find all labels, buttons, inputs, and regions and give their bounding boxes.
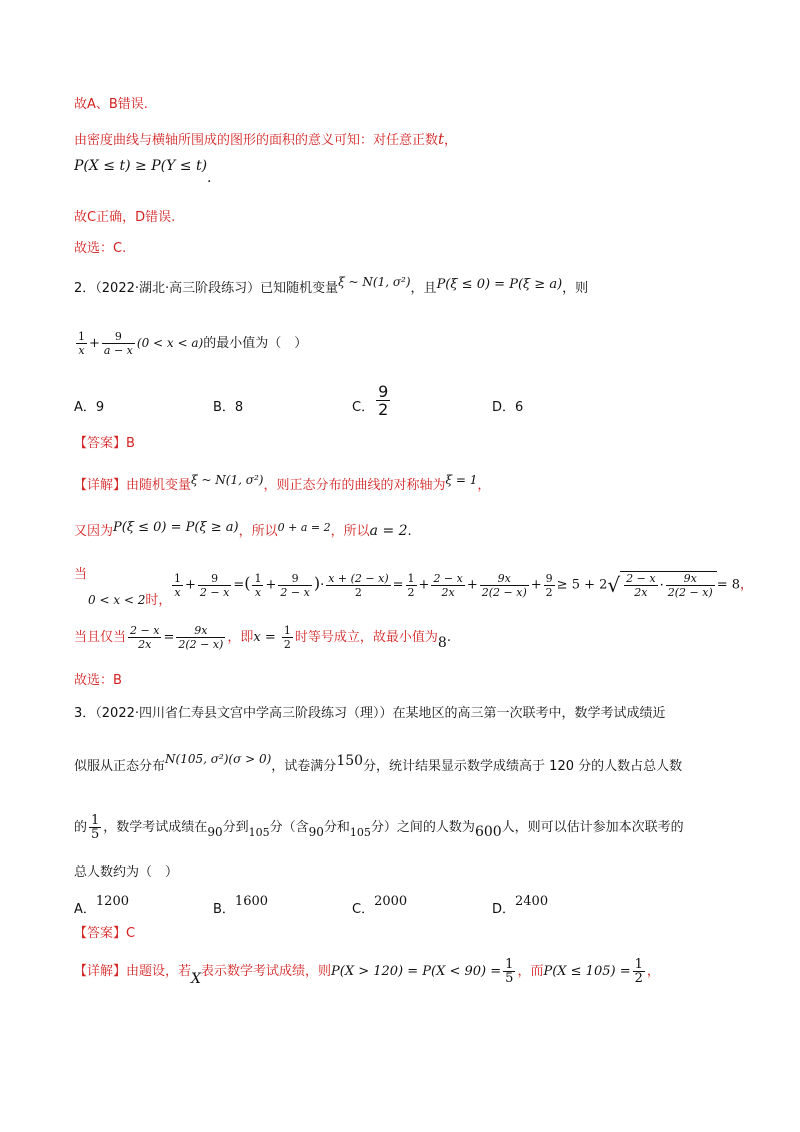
q3-l2a: 似服从正态分布 [74,759,166,774]
var-t: t [438,130,445,148]
q2-distribution: ξ ~ N(1, σ²) [338,275,411,289]
q3-l3a: 的 [74,820,88,835]
so2: ，所以 [330,524,370,539]
q2-inequality-chain: $\frac{1}{x}$ + $\frac{9}{2 - x}$ =( $\frac{1}{x}$ + $\frac{9}{2 - x}$ )· $\frac{x + (2 - x)}{2}$ = $\frac{1}{2}$ + $\frac{2 - x}{2x}$ + $\frac{9x}{2(2 - x)}$ + $\frac{9}{2}$ ≥ 5 + 2√ $\frac{2 - x}{2x}$ · $\frac{9x}{2(2 - x)}$ = 8， [174,571,754,599]
q2-option-a[interactable]: A．9 [74,400,105,415]
q3-105b: 105 [349,826,371,839]
when: 当 [74,567,88,582]
detail-mid: ，则正态分布的曲线的对称轴为 [263,478,446,493]
q3-dist: N(105, σ²)(σ > 0) [165,752,272,766]
q2-prefix: 2．（2022·湖北·高三阶段练习）已知随机变量 [74,281,339,296]
statement-text: 由密度曲线与横轴所围成的图形的面积的意义可知：对任意正数 [74,133,439,148]
inequality-line: P(X ≤ t) ≥ P(Y ≤ t). [74,158,212,186]
q2-detail-line1: 【详解】由随机变量ξ ~ N(1, σ²)，则正态分布的曲线的对称轴为ξ = 1， [74,473,491,493]
q3-detail-b: 表示数学考试成绩，则 [200,964,331,979]
q3-l3d: 分（含 [269,820,309,835]
q2-answer: 【答案】B [74,436,135,451]
q2-option-b[interactable]: B．8 [213,400,244,415]
also: 又因为 [74,524,114,539]
q2-choose-b: 故选：B [74,673,122,688]
q3-l2c: 分，统计结果显示数学成绩高于 120 分的人数占总人数 [363,759,683,774]
q3-l3g: 人，则可以估计参加本次联考的 [501,820,684,835]
q2-range [88,590,171,611]
choose-c: 故选：C. [74,241,127,256]
q2-tail: ，则 [562,281,589,296]
q3-l3c: 分到 [222,820,249,835]
comma: ， [444,133,458,148]
q2-detail-line2: 又因为P(ξ ≤ 0) = P(ξ ≥ a)，所以$^{0 + a = 2}$，所以a = 2. [74,520,412,539]
minval: 8 [437,635,447,651]
density-curve-statement [74,129,457,151]
q2-detail-line3 [74,569,87,589]
q3-l3b: ，数学考试成绩在 [103,820,208,835]
q3-105a: 105 [248,826,270,839]
question-3-line2 [74,752,683,777]
q3-l3e: 分和 [323,820,350,835]
q3-detail-d: ，而 [517,964,544,979]
q2-mid: ，且 [410,281,437,296]
q2-option-c[interactable]: C． $\frac{9}{2}$ [352,382,389,419]
conclusion-c-correct: 故C正确，D错误. [74,210,176,225]
q2-expr-tail: 的最小值为（ ） [203,336,308,351]
q3-90a: 90 [207,825,223,839]
when-end: 时， [145,593,172,608]
eq2: a = 2 [369,523,408,539]
q3-detail: 【详解】由题设，若X表示数学考试成绩，则P(X > 120) = P(X < 90) = $\frac{1}{5}$ ，而P(X ≤ 105) = $\frac{1}{2}$ ， [74,957,660,987]
question-2-stem [74,275,589,299]
cond: P(ξ ≤ 0) = P(ξ ≥ a) [113,520,239,535]
eqnote: 时等号成立，故最小值为 [294,630,438,645]
question-3-line3: 的 $\frac{1}{5}$ ，数学考试成绩在90分到$_{105}$分（含90分和$_{105}$分）之间的人数为600人，则可以估计参加本次联考的 [74,813,684,842]
q3-option-c[interactable]: C．2000 [352,894,408,917]
q3-detail-f: ， [646,964,660,979]
q3-detail-e: P(X ≤ 105) = [543,964,631,979]
detail-eq: ξ = 1 [445,473,478,487]
so1: ，所以 [238,524,278,539]
q3-90b: 90 [308,825,324,839]
q3-option-a[interactable]: A．1200 [74,894,129,917]
q2-condition: P(ξ ≤ 0) = P(ξ ≥ a) [436,277,563,292]
q3-option-b[interactable]: B．1600 [213,894,269,917]
range: 0 < x < 2 [88,593,146,607]
q3-detail-c: P(X > 120) = P(X < 90) = [331,964,502,979]
result: = 8 [716,577,741,593]
iff: 当且仅当 [74,630,127,645]
detail-dist: ξ ~ N(1, σ²) [191,473,264,487]
detail-head: 【详解】由随机变量 [74,478,192,493]
ie: ，即 [227,630,254,645]
question-3-line1: 3．（2022·四川省仁寿县文宫中学高三阶段练习（理））在某地区的高三第一次联考中，数学考试成绩近 [74,706,666,721]
question-2-expression: $\frac{1}{x}$ + $\frac{9}{a - x}$ (0 < x < a)的最小值为（ ） [78,330,308,357]
q2-option-c-label: C． [352,400,375,415]
eq1: 0 + a = 2 [277,521,331,534]
q3-answer: 【答案】C [74,926,136,941]
q2-option-d[interactable]: D．6 [492,400,524,415]
q3-600: 600 [474,824,502,840]
q3-detail-a: 【详解】由题设，若 [74,964,192,979]
q3-detail-x: X [191,971,201,987]
question-3-line4: 总人数约为（ ） [74,865,179,880]
q3-l2b: ，试卷满分 [271,759,337,774]
inequality: P(X ≤ t) ≥ P(Y ≤ t) [74,158,208,174]
q3-full: 150 [336,753,364,769]
q3-l3f: 分）之间的人数为 [370,820,475,835]
conclusion-ab-wrong: 故A、B错误. [74,97,148,112]
q2-detail-line4: 当且仅当 $\frac{2 - x}{2x}$ = $\frac{9x}{2(2 - x)}$ ，即x = $\frac{1}{2}$ 时等号成立，故最小值为8. [74,624,451,651]
q3-option-d[interactable]: D．2400 [492,894,549,917]
